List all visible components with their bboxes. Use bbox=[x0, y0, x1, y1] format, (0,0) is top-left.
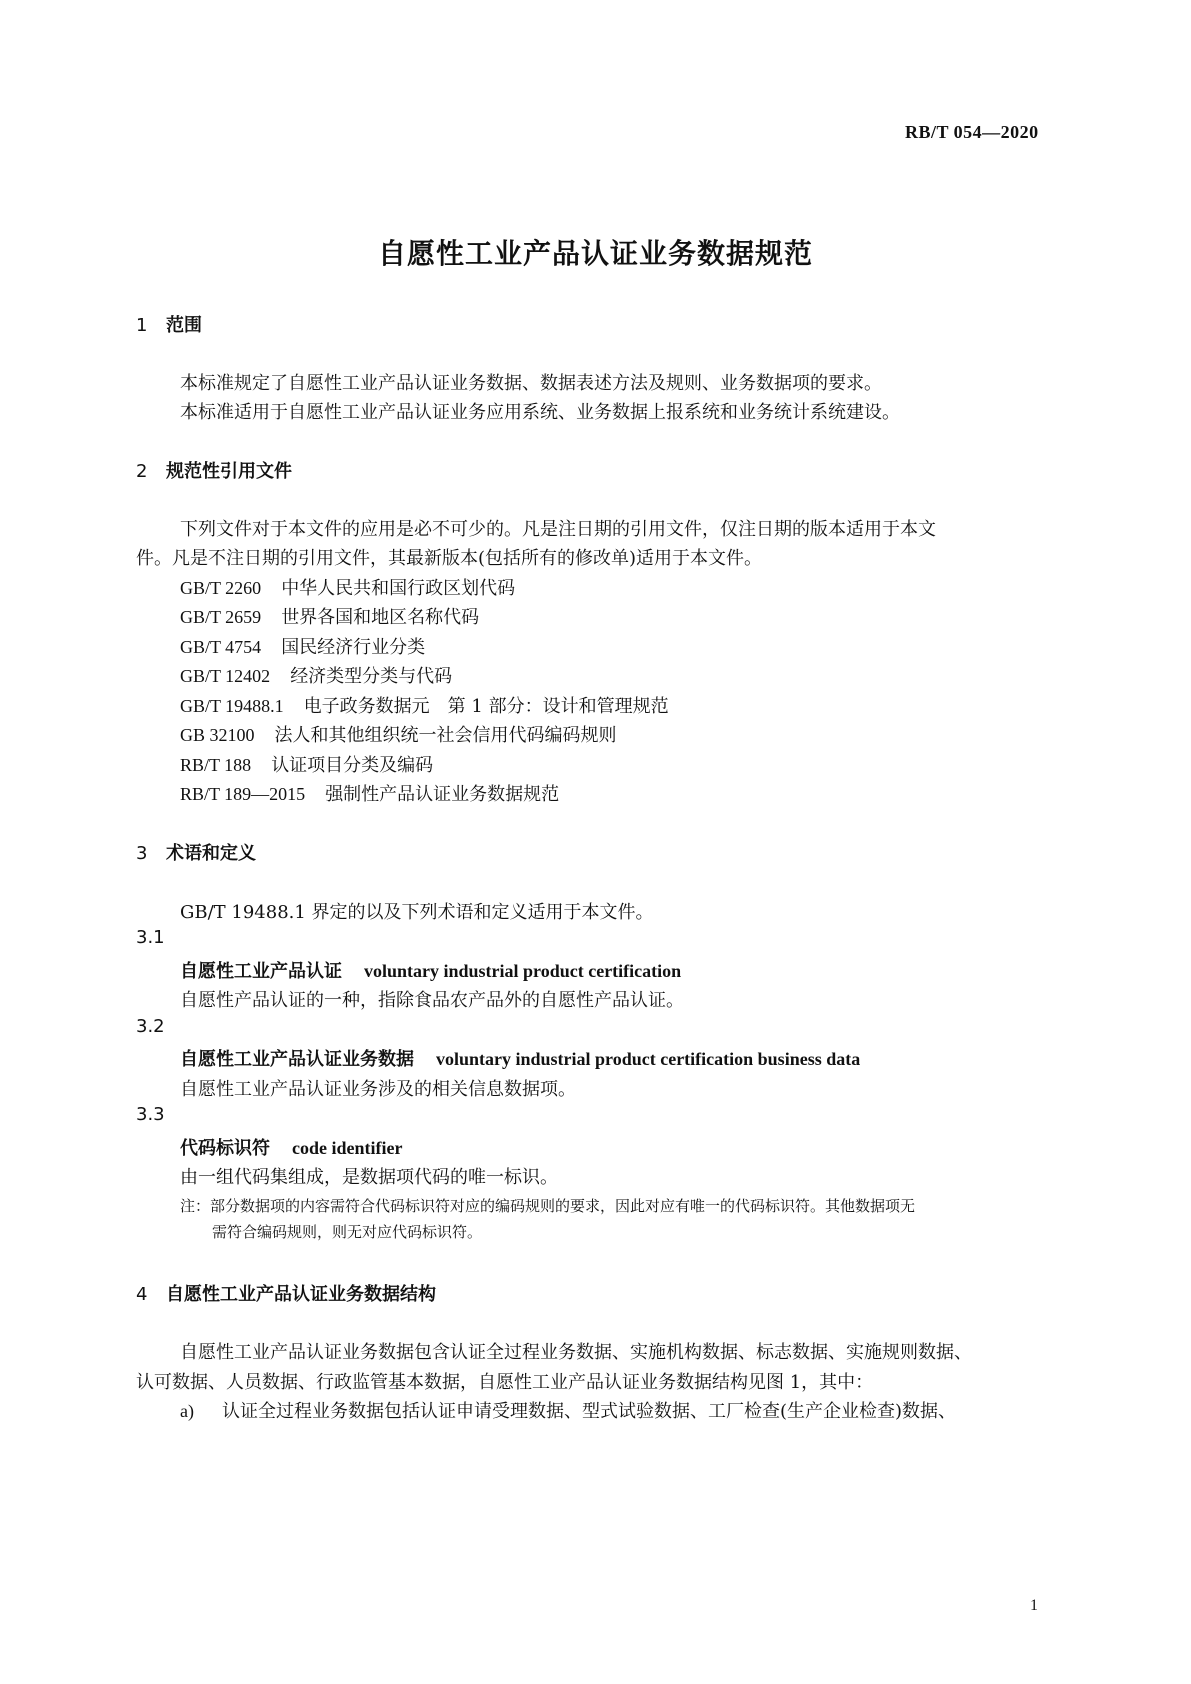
term-definition: 自愿性产品认证的一种，指除食品农产品外的自愿性产品认证。 bbox=[180, 990, 684, 1011]
reference-item bbox=[180, 574, 515, 600]
reference-item bbox=[180, 633, 425, 659]
reference-title: 认证项目分类及编码 bbox=[271, 755, 434, 776]
list-text: 认证全过程业务数据包括认证申请受理数据、型式试验数据、工厂检查(生产企业检查)数据、 bbox=[222, 1401, 957, 1422]
page-number: 1 bbox=[1030, 1597, 1038, 1614]
list-item bbox=[180, 1397, 956, 1423]
section-4-heading bbox=[136, 1280, 436, 1306]
section-title: 自愿性工业产品认证业务数据结构 bbox=[166, 1284, 436, 1305]
section-number: 3 bbox=[136, 843, 148, 864]
section-3-heading bbox=[136, 839, 256, 865]
note-continuation: 需符合编码规则，则无对应代码标识符。 bbox=[212, 1223, 483, 1241]
reference-title: 经济类型分类与代码 bbox=[290, 666, 453, 687]
paragraph: 自愿性工业产品认证业务数据包含认证全过程业务数据、实施机构数据、标志数据、实施规则数据、 bbox=[180, 1342, 972, 1363]
term-zh: 自愿性工业产品认证 bbox=[180, 961, 342, 982]
term-definition: 由一组代码集组成，是数据项代码的唯一标识。 bbox=[180, 1167, 558, 1188]
reference-title: 电子政务数据元 第 1 部分：设计和管理规范 bbox=[303, 696, 669, 717]
reference-item bbox=[180, 780, 559, 806]
section-title: 范围 bbox=[166, 315, 202, 336]
term-number: 3.2 bbox=[136, 1016, 165, 1037]
term-heading bbox=[180, 1134, 402, 1160]
reference-code: RB/T 189—2015 bbox=[180, 784, 306, 804]
section-title: 术语和定义 bbox=[166, 843, 256, 864]
reference-title: 世界各国和地区名称代码 bbox=[281, 607, 480, 628]
list-label: a) bbox=[180, 1401, 194, 1421]
reference-title: 中华人民共和国行政区划代码 bbox=[281, 578, 516, 599]
reference-code: GB/T 2260 bbox=[180, 578, 262, 598]
term-zh: 自愿性工业产品认证业务数据 bbox=[180, 1049, 414, 1070]
reference-code: GB/T 12402 bbox=[180, 666, 271, 686]
section-1-heading bbox=[136, 311, 202, 337]
reference-item bbox=[180, 692, 669, 718]
term-definition: 自愿性工业产品认证业务涉及的相关信息数据项。 bbox=[180, 1079, 576, 1100]
paragraph: 本标准规定了自愿性工业产品认证业务数据、数据表述方法及规则、业务数据项的要求。 bbox=[180, 373, 882, 394]
term-zh: 代码标识符 bbox=[180, 1138, 270, 1159]
reference-title: 国民经济行业分类 bbox=[281, 637, 426, 658]
paragraph: 下列文件对于本文件的应用是必不可少的。凡是注日期的引用文件，仅注日期的版本适用于本文 bbox=[180, 519, 936, 540]
reference-title: 法人和其他组织统一社会信用代码编码规则 bbox=[274, 725, 617, 746]
reference-item bbox=[180, 751, 433, 777]
paragraph: 认可数据、人员数据、行政监管基本数据，自愿性工业产品认证业务数据结构见图 1，其中： bbox=[136, 1372, 874, 1393]
document-code: RB/T 054—2020 bbox=[905, 122, 1039, 142]
term-en: code identifier bbox=[292, 1138, 403, 1158]
paragraph: 本标准适用于自愿性工业产品认证业务应用系统、业务数据上报系统和业务统计系统建设。 bbox=[180, 402, 900, 423]
section-number: 4 bbox=[136, 1284, 148, 1305]
reference-item bbox=[180, 721, 617, 747]
note: 注：部分数据项的内容需符合代码标识符对应的编码规则的要求，因此对应有唯一的代码标识符。其他数据项无 bbox=[180, 1197, 916, 1215]
reference-code: GB 32100 bbox=[180, 725, 255, 745]
reference-code: RB/T 188 bbox=[180, 755, 252, 775]
section-2-heading bbox=[136, 457, 292, 483]
section-title: 规范性引用文件 bbox=[166, 461, 292, 482]
reference-item bbox=[180, 603, 479, 629]
reference-code: GB/T 19488.1 bbox=[180, 696, 284, 716]
section-number: 2 bbox=[136, 461, 148, 482]
term-en: voluntary industrial product certification business data bbox=[436, 1049, 861, 1069]
reference-item bbox=[180, 662, 452, 688]
paragraph: 件。凡是不注日期的引用文件，其最新版本(包括所有的修改单)适用于本文件。 bbox=[136, 548, 763, 569]
section-number: 1 bbox=[136, 315, 148, 336]
reference-code: GB/T 4754 bbox=[180, 637, 262, 657]
term-heading bbox=[180, 1045, 860, 1071]
term-heading bbox=[180, 957, 681, 983]
term-number: 3.3 bbox=[136, 1104, 165, 1125]
term-number: 3.1 bbox=[136, 927, 165, 948]
page-title: 自愿性工业产品认证业务数据规范 bbox=[377, 237, 813, 270]
reference-code: GB/T 2659 bbox=[180, 607, 262, 627]
term-en: voluntary industrial product certification bbox=[364, 961, 682, 981]
reference-title: 强制性产品认证业务数据规范 bbox=[325, 784, 560, 805]
paragraph: GB/T 19488.1 界定的以及下列术语和定义适用于本文件。 bbox=[180, 902, 654, 923]
